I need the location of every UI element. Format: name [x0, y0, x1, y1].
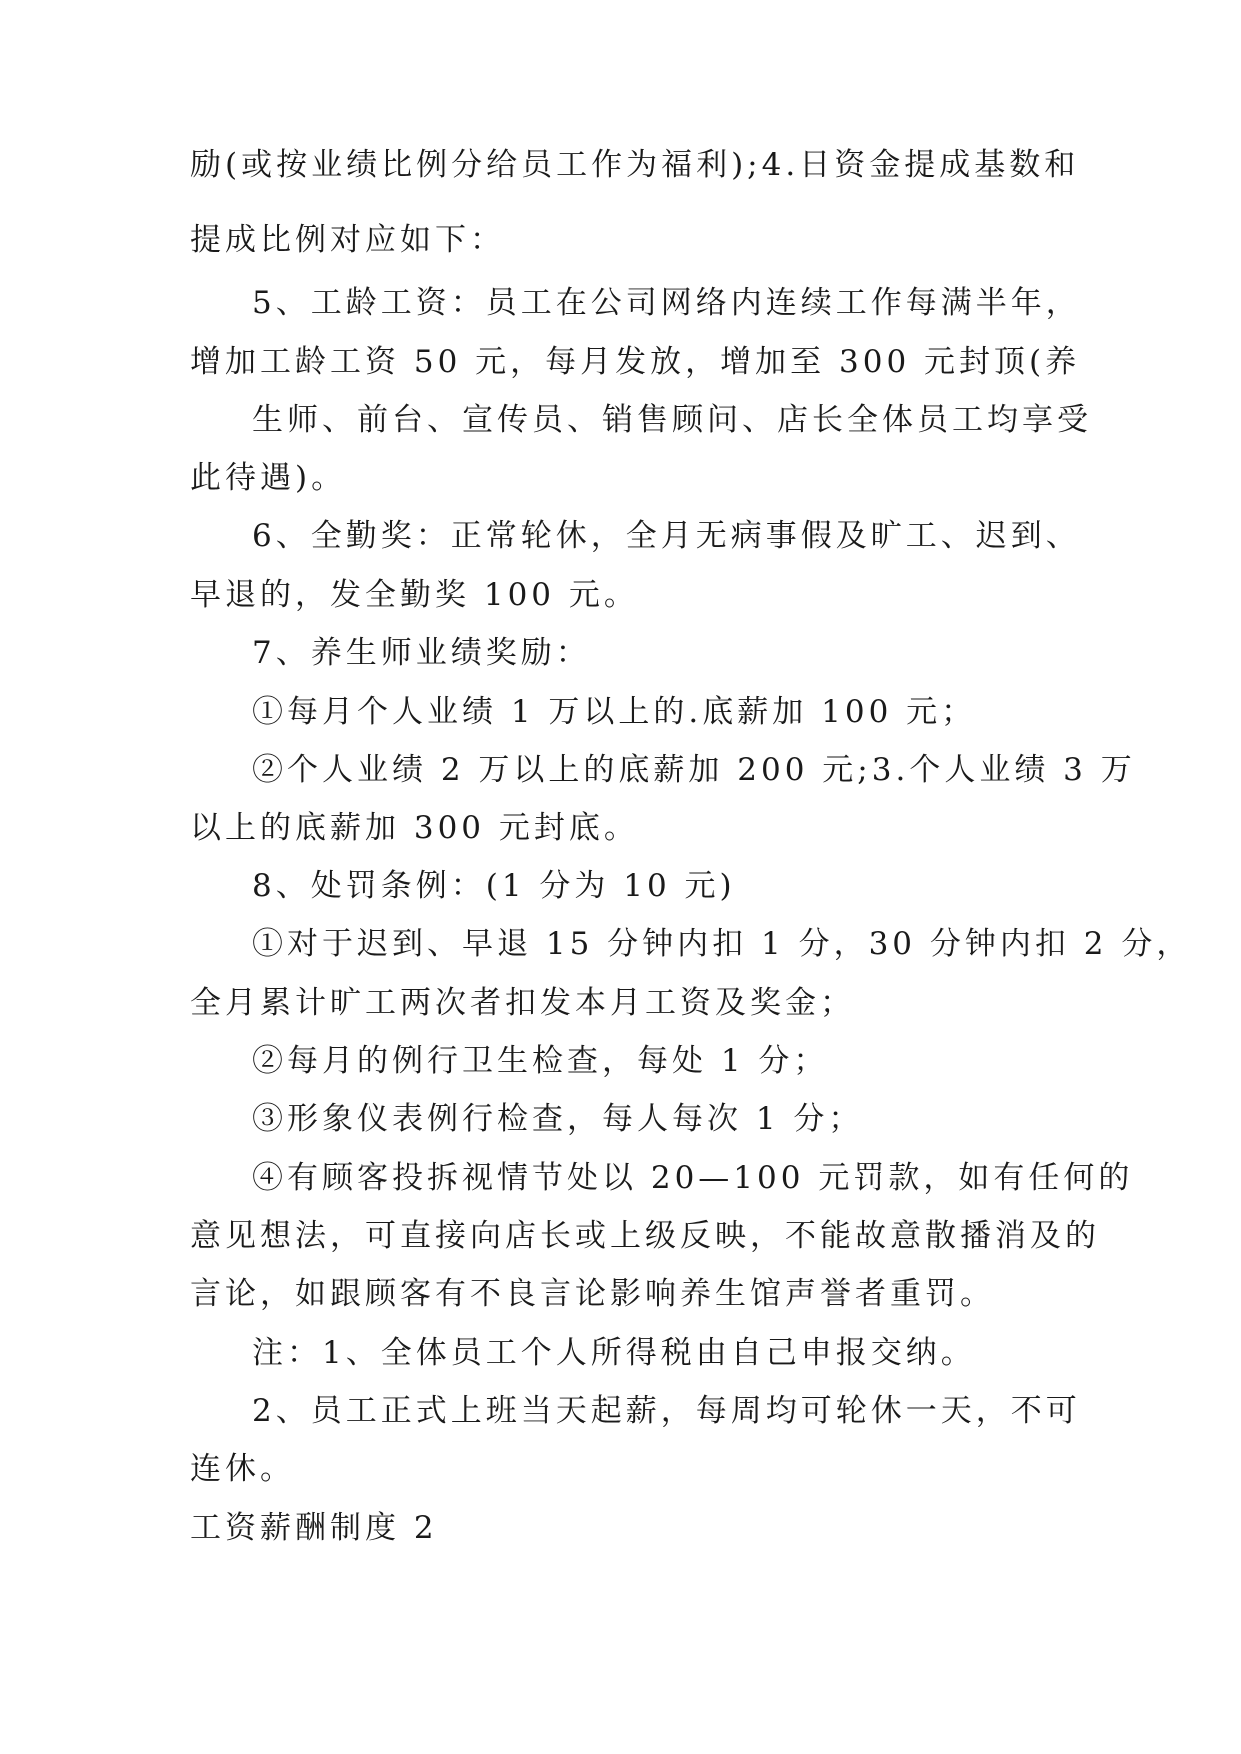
text-line: 提成比例对应如下： [190, 222, 505, 258]
text-line: 早退的，发全勤奖 100 元。 [190, 577, 639, 613]
text-line: 言论，如跟顾客有不良言论影响养生馆声誉者重罚。 [190, 1276, 995, 1312]
text-line: 意见想法，可直接向店长或上级反映，不能故意散播消及的 [190, 1218, 1100, 1254]
text-line: 此待遇)。 [190, 460, 347, 496]
text-line: ③形象仪表例行检查，每人每次 1 分； [252, 1101, 864, 1137]
text-line: 8、处罚条例：(1 分为 10 元) [252, 868, 736, 904]
text-line: 增加工龄工资 50 元，每月发放，增加至 300 元封顶(养 [190, 344, 1081, 380]
text-line: 注：1、全体员工个人所得税由自己申报交纳。 [252, 1335, 976, 1371]
text-line: 连休。 [190, 1451, 295, 1487]
text-line: 全月累计旷工两次者扣发本月工资及奖金； [190, 985, 855, 1021]
text-line: 生师、前台、宣传员、销售顾问、店长全体员工均享受 [252, 402, 1092, 438]
text-line: 5、工龄工资：员工在公司网络内连续工作每满半年， [252, 285, 1081, 321]
text-line: ①对于迟到、早退 15 分钟内扣 1 分，30 分钟内扣 2 分， [252, 926, 1192, 962]
text-line: 2、员工正式上班当天起薪，每周均可轮休一天，不可 [252, 1393, 1081, 1429]
text-line: 励(或按业绩比例分给员工作为福利);4.日资金提成基数和 [190, 147, 1080, 183]
section-heading: 工资薪酬制度 2 [190, 1510, 438, 1546]
text-line: 6、全勤奖：正常轮休，全月无病事假及旷工、迟到、 [252, 518, 1081, 554]
text-line: 7、养生师业绩奖励： [252, 635, 591, 671]
text-line: ④有顾客投拆视情节处以 20—100 元罚款，如有任何的 [252, 1160, 1134, 1196]
text-line: ②每月的例行卫生检查，每处 1 分； [252, 1043, 829, 1079]
text-line: 以上的底薪加 300 元封底。 [190, 810, 639, 846]
text-line: ①每月个人业绩 1 万以上的.底薪加 100 元； [252, 694, 977, 730]
text-line: ②个人业绩 2 万以上的底薪加 200 元;3.个人业绩 3 万 [252, 752, 1136, 788]
